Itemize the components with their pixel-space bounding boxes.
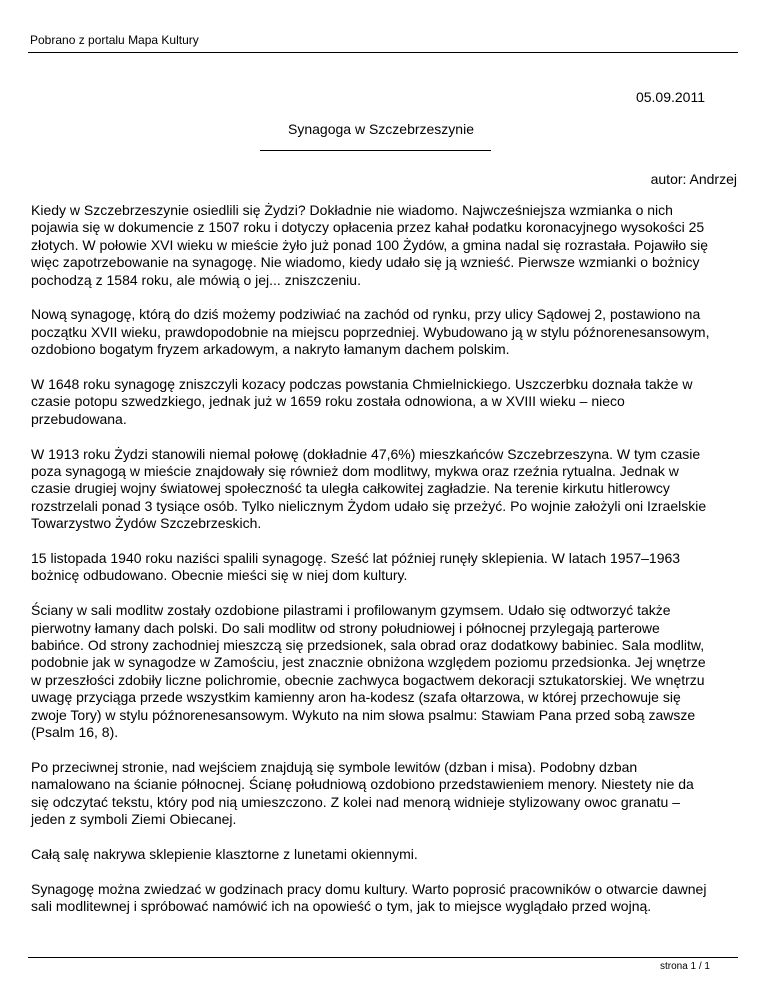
- article-author: autor: Andrzej: [650, 171, 737, 187]
- paragraph: W 1913 roku Żydzi stanowili niemal połowę (dokładnie 47,6%) mieszkańców Szczebrzeszyna. W tym czasie poza synagogą w mieście znajdowały się również dom modlitwy, mykwa oraz rzeźnia rytualna. Jednak w czasie drugiej wojny światowej społeczność ta uległa całkowitej zagładzie. Na terenie kirkutu hitlerowcy rozstrzelali ponad 3 tysiące osób. Tylko nielicznym Żydom udało się przeżyć. Po wojnie założyli oni Izraelskie Towarzystwo Żydów Szczebrzeskich.: [31, 445, 707, 532]
- paragraph: Synagogę można zwiedzać w godzinach pracy domu kultury. Warto poprosić pracowników o otwarcie dawnej sali modlitewnej i spróbować namówić ich na opowieść o tym, jak to miejsce wyglądało przed wojną.: [31, 880, 707, 915]
- article-date: 05.09.2011: [635, 89, 705, 105]
- paragraph: Po przeciwnej stronie, nad wejściem znajdują się symbole lewitów (dzban i misa). Podobny dzban namalowano na ścianie północnej. Ścianę południową ozdobiono przedstawieniem menory. Niestety nie da się odczytać tekstu, który pod nią umieszczono. Z kolei nad menorą widnieje stylizowany owoc granatu – jeden z symboli Ziemi Obiecanej.: [31, 758, 694, 828]
- paragraph: Kiedy w Szczebrzeszynie osiedlili się Żydzi? Dokładnie nie wiadomo. Najwcześniejsza wzmianka o nich pojawia się w dokumencie z 1507 roku i dotyczy opłacenia przez kahał podatku koronacyjnego wysokości 25 złotych. W połowie XVI wieku w mieście żyło już ponad 100 Żydów, a gmina nadal się rozrastała. Pojawiło się więc zapotrzebowanie na synagogę. Nie wiadomo, kiedy udało się ją wznieść. Pierwsze wzmianki o bożnicy pochodzą z 1584 roku, ale mówią o jej... zniszczeniu.: [31, 202, 708, 288]
- page-header-source: Pobrano z portalu Mapa Kultury: [30, 33, 199, 47]
- article-title: Synagoga w Szczebrzeszynie: [288, 121, 474, 137]
- footer-divider: [28, 957, 738, 958]
- title-underline: [260, 150, 491, 151]
- paragraph: Całą salę nakrywa sklepienie klasztorne z lunetami okiennymi.: [31, 845, 418, 862]
- header-divider: [28, 52, 738, 53]
- paragraph: 15 listopada 1940 roku naziści spalili synagogę. Sześć lat później runęły sklepienia. W latach 1957–1963 bożnicę odbudowano. Obecnie mieści się w niej dom kultury.: [31, 550, 681, 584]
- paragraph: Ściany w sali modlitw zostały ozdobione pilastrami i profilowanym gzymsem. Udało się odtworzyć także pierwotny łamany dach polski. Do sali modlitw od strony południowej i północnej przylegają parterowe babińce. Od strony zachodniej mieszczą się przedsionek, sala obrad oraz dodatkowy babiniec. Sala modlitw, podobnie jak w synagodze w Zamościu, jest znacznie obniżona względem poziomu przedsionka. Jej wnętrze w przeszłości zdobiły liczne polichromie, obecnie zachwyca bogactwem dekoracji sztukatorskiej. We wnętrzu uwagę przyciąga przede wszystkim kamienny aron ha-kodesz (szafa ołtarzowa, w której przechowuje się zwoje Tory) w stylu późnorenesansowym. Wykuto na nim słowa psalmu: Stawiam Pana przed sobą zawsze (Psalm 16, 8).: [31, 602, 706, 741]
- page-number: strona 1 / 1: [659, 961, 710, 972]
- article-body: [31, 202, 713, 933]
- paragraph: W 1648 roku synagogę zniszczyli kozacy podczas powstania Chmielnickiego. Uszczerbku doznała także w czasie potopu szwedzkiego, jednak już w 1659 roku została odnowiona, a w XVIII wieku – nieco przebudowana.: [31, 376, 693, 427]
- paragraph: Nową synagogę, którą do dziś możemy podziwiać na zachód od rynku, przy ulicy Sądowej 2, postawiono na początku XVII wieku, prawdopodobnie na miejscu poprzedniej. Wybudowano ją w stylu późnorenesansowym, ozdobiono bogatym fryzem arkadowym, a nakryto łamanym dachem polskim.: [31, 306, 710, 358]
